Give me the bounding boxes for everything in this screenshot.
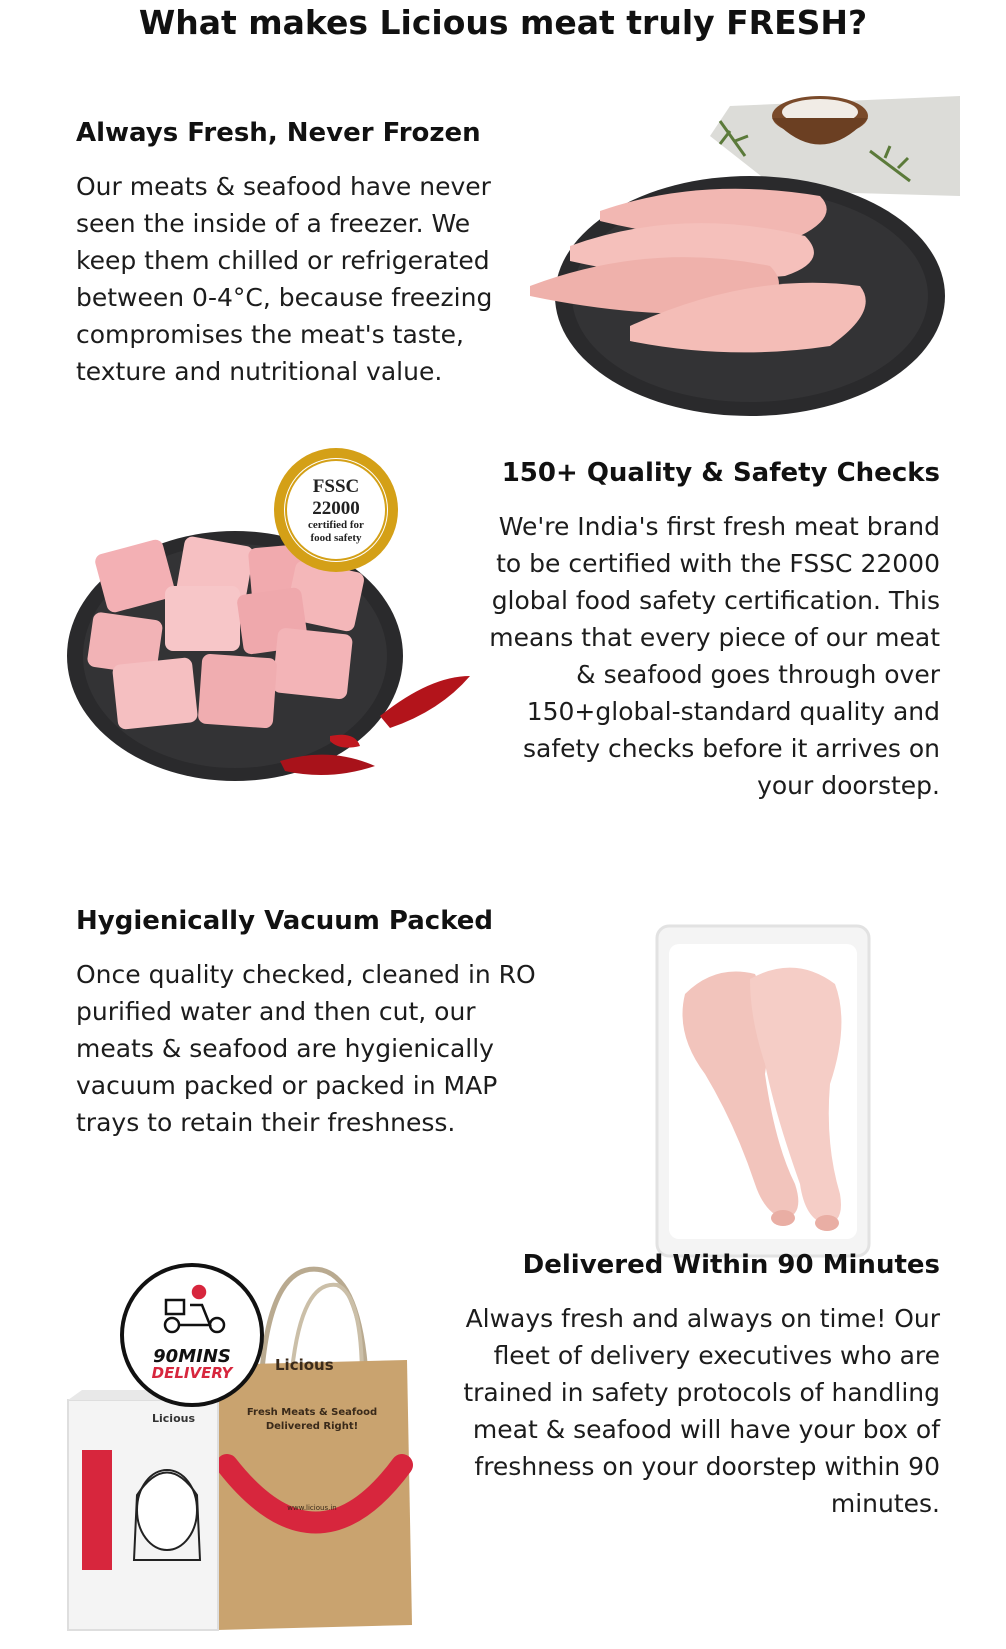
feature-title: Hygienically Vacuum Packed [76,906,494,936]
bag-brand: Licious [275,1356,334,1374]
feature-body: Our meats & seafood have never seen the inside of a freezer. We keep them chilled or refrigerated between 0-4°C, because freezing compromises the meat's taste, texture and nutritional value. [76,172,493,386]
page-title: What makes Licious meat truly FRESH? [138,3,868,42]
feature-title: 150+ Quality & Safety Checks [501,458,940,488]
feature-body: Always fresh and always on time! Our fleet of delivery executives who are trained in safety protocols of handling meat & seafood will have your box of freshness on your doorstep within 90 minutes. [463,1304,940,1518]
badge-line3: certified for [308,519,364,531]
feature-quality [476,456,940,804]
delivery-badge-line2: DELIVERY [151,1364,233,1382]
feature-title: Always Fresh, Never Frozen [76,118,481,148]
delivery-packaging-image [62,1260,452,1640]
feature-vacuum [76,904,546,1141]
chicken-breast-image [530,96,960,426]
delivery-badge [122,1265,262,1405]
feature-delivery [432,1248,940,1522]
box-illustration [137,1470,197,1550]
vacuum-pack-image [655,924,875,1260]
bag-tagline2: Delivered Right! [265,1421,359,1432]
bag-url: www.licious.in [287,1504,337,1512]
fish-cubes-image [60,446,490,816]
feature-body: Once quality checked, cleaned in RO purified water and then cut, our meats & seafood are hygienically vacuum packed or packed in MAP trays to retain their freshness. [76,960,536,1137]
badge-line2: 22000 [312,498,360,519]
feature-body: We're India's first fresh meat brand to be certified with the FSSC 22000 global food safety certification. This means that every piece of our meat & seafood goes through over 150+global-standard quality and safety checks before it arrives on your doorstep. [489,512,940,800]
box-brand: Licious [152,1412,196,1425]
feature-fresh [76,116,526,390]
delivery-badge-line1: 90MINS [153,1346,231,1367]
badge-line1: FSSC [312,476,360,497]
badge-line4: food safety [310,532,362,544]
feature-title: Delivered Within 90 Minutes [522,1250,940,1280]
bag-tagline: Fresh Meats & Seafood [246,1407,378,1418]
